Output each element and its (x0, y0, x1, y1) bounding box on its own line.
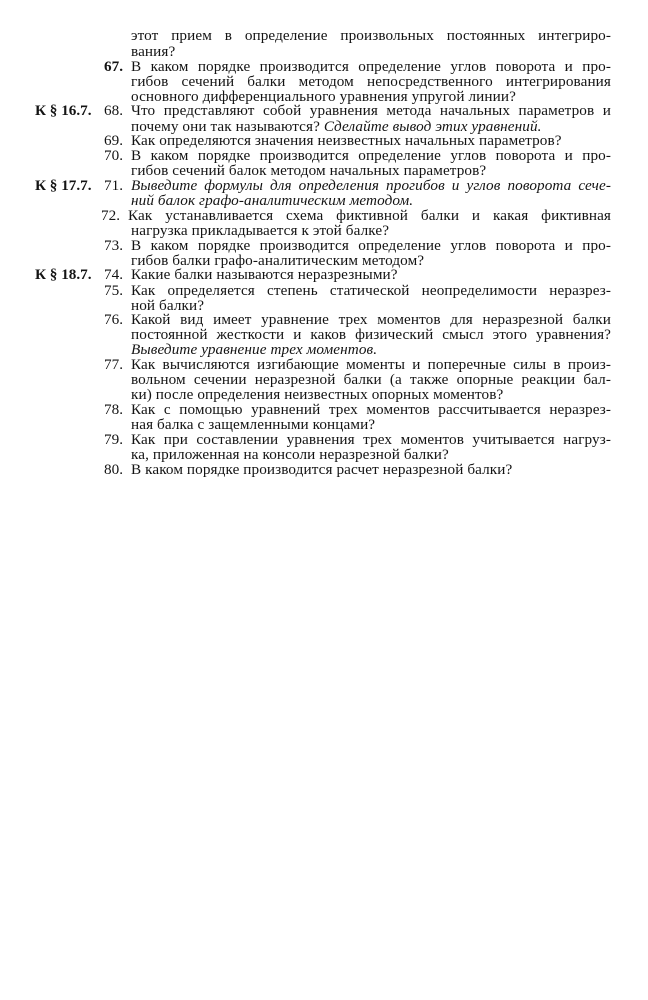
section-reference-18-7: К § 18.7. (35, 266, 92, 283)
question-74-line-1: Какие балки называются неразрезными? (131, 266, 398, 283)
question-number-73: 73. (104, 237, 123, 254)
question-number-76: 76. (104, 311, 123, 328)
question-67-line-1: В каком порядке производится определение углов поворота и про- (131, 58, 611, 75)
question-number-72: 72. (101, 207, 120, 224)
question-number-79: 79. (104, 431, 123, 448)
question-number-77: 77. (104, 356, 123, 373)
question-76-line-1: Какой вид имеет уравнение трех моментов для неразрезной балки (131, 311, 611, 328)
question-number-70: 70. (104, 147, 123, 164)
question-75-line-2: ной балки? (131, 297, 205, 314)
question-number-74: 74. (104, 266, 123, 283)
question-67-line-2: гибов сечений балки методом непосредственного интегрирования (131, 73, 611, 90)
question-number-78: 78. (104, 401, 123, 418)
question-78-line-2: ная балка с защемленными концами? (131, 416, 376, 433)
question-73-line-2: гибов балки графо-аналитическим методом? (131, 252, 425, 269)
question-77-line-3: ки) после определения неизвестных опорных моментов? (131, 386, 504, 403)
question-66-continuation-line-2: вания? (131, 43, 176, 60)
question-78-line-1: Как с помощью уравнений трех моментов рассчитывается неразрез- (131, 401, 611, 418)
question-66-continuation-line-1: этот прием в определение произвольных постоянных интегриро- (131, 27, 611, 44)
section-reference-17-7: К § 17.7. (35, 177, 92, 194)
question-number-68: 68. (104, 102, 123, 119)
question-number-67: 67. (104, 58, 123, 75)
question-80-line-1: В каком порядке производится расчет неразрезной балки? (131, 461, 513, 478)
question-68-line-2-italic: Сделайте вывод этих уравнений. (323, 118, 542, 135)
question-69-line-1: Как определяются значения неизвестных начальных параметров? (131, 132, 562, 149)
question-75-line-1: Как определяется степень статической неопределимости неразрез- (131, 282, 611, 299)
question-71-line-1: Выведите формулы для определения прогибов и углов поворота сече- (131, 177, 611, 194)
question-73-line-1: В каком порядке производится определение углов поворота и про- (131, 237, 611, 254)
question-number-69: 69. (104, 132, 123, 149)
question-79-line-2: ка, приложенная на консоли неразрезной балки? (131, 446, 449, 463)
question-number-75: 75. (104, 282, 123, 299)
question-72-line-2: нагрузка прикладывается к этой балке? (131, 222, 390, 239)
question-67-line-3: основного дифференциального уравнения упругой линии? (131, 88, 516, 105)
question-number-71: 71. (104, 177, 123, 194)
question-76-line-3: Выведите уравнение трех моментов. (131, 341, 378, 358)
question-71-line-2: ний балок графо-аналитическим методом. (131, 192, 414, 209)
question-77-line-1: Как вычисляются изгибающие моменты и поперечные силы в произ- (131, 356, 611, 373)
question-77-line-2: вольном сечении неразрезной балки (а также опорные реакции бал- (131, 371, 611, 388)
question-70-line-2: гибов сечений балок методом начальных параметров? (131, 162, 487, 179)
question-68-line-1: Что представляют собой уравнения метода начальных параметров и (131, 102, 611, 119)
question-70-line-1: В каком порядке производится определение углов поворота и про- (131, 147, 611, 164)
question-76-line-2: постоянной жесткости и каков физический смысл этого уравнения? (131, 326, 611, 343)
question-number-80: 80. (104, 461, 123, 478)
section-reference-16-7: К § 16.7. (35, 102, 92, 119)
question-79-line-1: Как при составлении уравнения трех моментов учитывается нагруз- (131, 431, 611, 448)
question-68-line-2-plain: почему они так называются? (131, 118, 320, 135)
question-72-line-1: Как устанавливается схема фиктивной балки и какая фиктивная (128, 207, 611, 224)
